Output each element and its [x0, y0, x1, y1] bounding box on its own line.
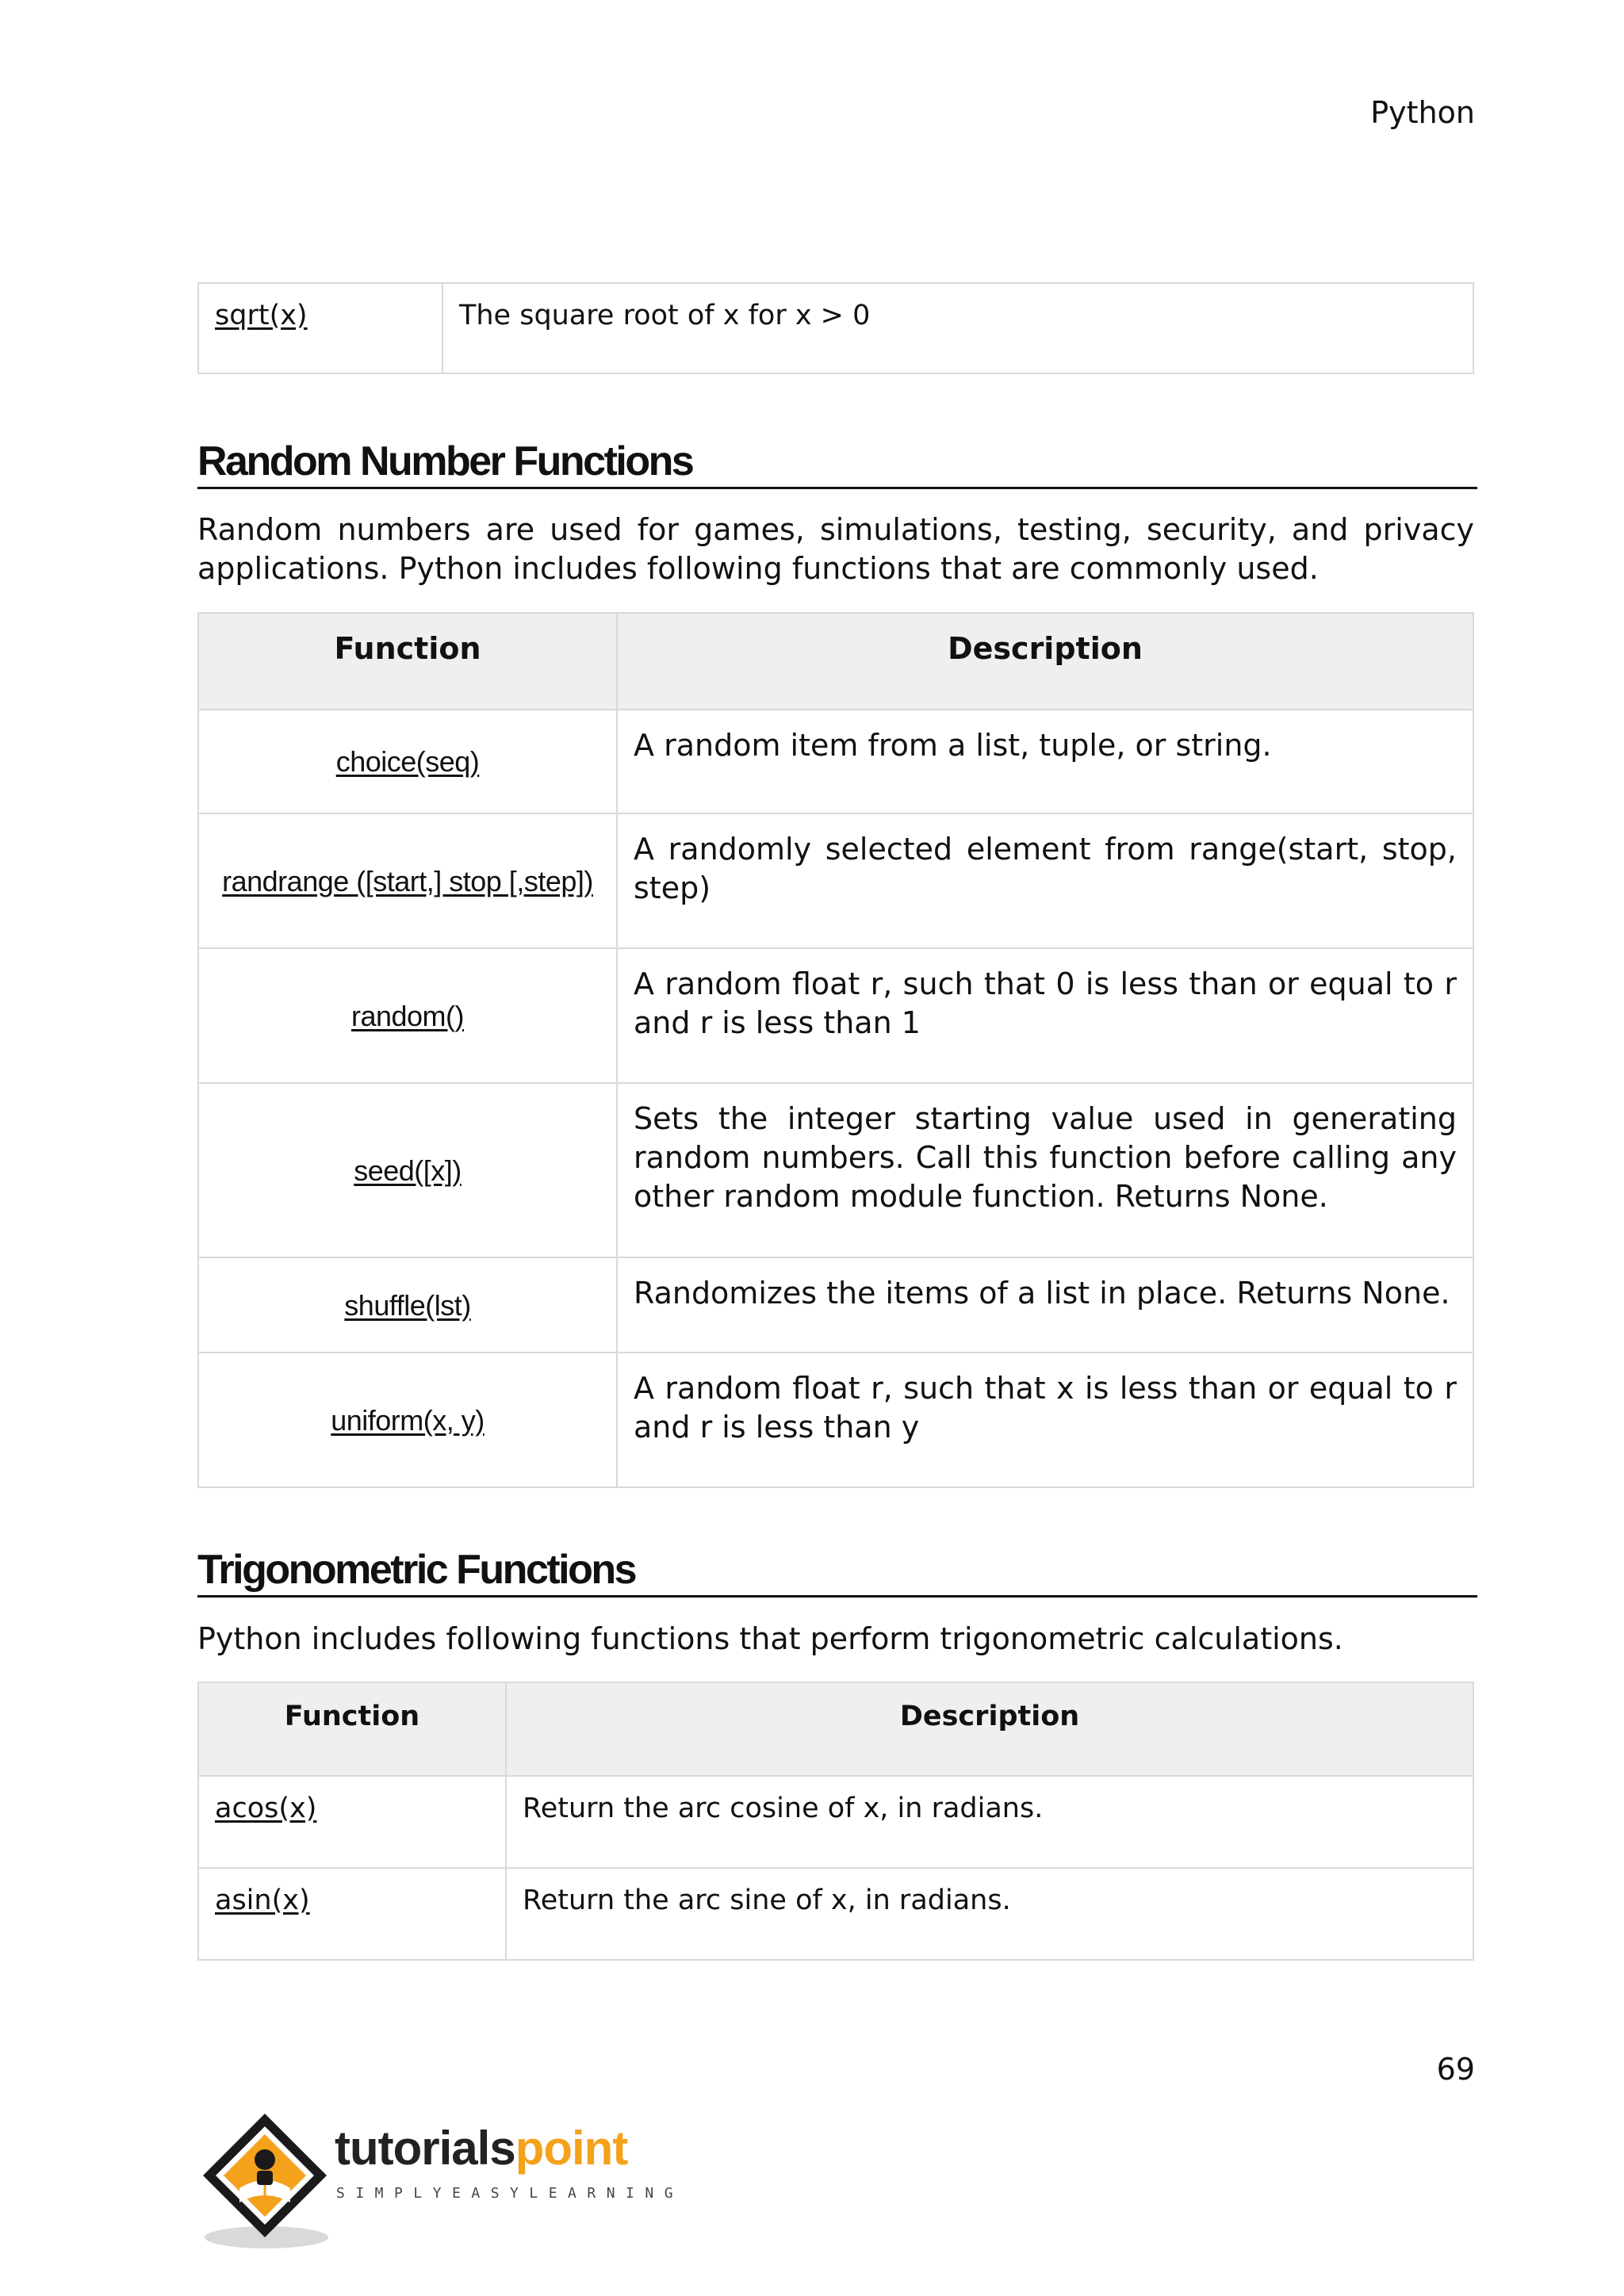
table-row: [198, 1257, 1473, 1353]
logo-diamond-icon: [195, 2110, 330, 2253]
function-link[interactable]: shuffle(lst): [344, 1288, 471, 1322]
function-cell: [198, 283, 442, 373]
description-cell: Return the arc sine of x, in radians.: [506, 1868, 1473, 1960]
logo-wordmark: [335, 2122, 628, 2175]
function-cell: [198, 1083, 617, 1257]
random-functions-table: [197, 612, 1474, 1488]
table-row: [198, 283, 1473, 373]
table-row: [198, 1776, 1473, 1868]
page-number: 69: [1436, 2052, 1475, 2087]
column-header-description: Description: [617, 613, 1473, 710]
logo-wordmark-part2: point: [515, 2122, 628, 2175]
function-link[interactable]: seed([x]): [354, 1154, 462, 1187]
sqrt-table: [197, 282, 1474, 374]
table-row: [198, 1083, 1473, 1257]
function-cell: [198, 710, 617, 813]
function-link[interactable]: acos(x): [215, 1793, 317, 1824]
function-link[interactable]: sqrt(x): [215, 300, 308, 331]
tutorialspoint-logo: [195, 2110, 687, 2253]
column-header-function: Function: [198, 613, 617, 710]
function-link[interactable]: asin(x): [215, 1885, 310, 1916]
description-cell: A random float r, such that 0 is less than or equal to r and r is less than 1: [617, 948, 1473, 1083]
table-row: [198, 1868, 1473, 1960]
function-cell: [198, 1257, 617, 1353]
column-header-description: Description: [506, 1682, 1473, 1776]
trig-functions-table: [197, 1682, 1474, 1961]
description-cell: A random item from a list, tuple, or string.: [617, 710, 1473, 813]
running-header: Python: [1370, 95, 1475, 130]
trig-functions-heading: Trigonometric Functions: [197, 1548, 1477, 1598]
column-header-function: Function: [198, 1682, 506, 1776]
logo-wordmark-part1: tutorials: [335, 2122, 515, 2175]
function-cell: [198, 948, 617, 1083]
function-cell: [198, 1776, 506, 1868]
function-cell: [198, 1868, 506, 1960]
trig-intro-paragraph: Python includes following functions that perform trigonometric calculations.: [197, 1621, 1343, 1656]
function-link[interactable]: random(): [350, 999, 465, 1032]
description-cell: A randomly selected element from range(start, stop, step): [617, 813, 1473, 948]
description-cell: The square root of x for x > 0: [442, 283, 1473, 373]
function-link[interactable]: choice(seq): [335, 745, 480, 778]
logo-tagline: SIMPLYEASYLEARNING: [336, 2185, 684, 2202]
description-cell: Return the arc cosine of x, in radians.: [506, 1776, 1473, 1868]
table-header-row: [198, 613, 1473, 710]
table-row: [198, 813, 1473, 948]
random-functions-heading: Random Number Functions: [197, 440, 1477, 489]
description-cell: Sets the integer starting value used in generating random numbers. Call this function before calling any other random module function. Returns None.: [617, 1083, 1473, 1257]
random-intro-paragraph: Random numbers are used for games, simulations, testing, security, and privacy applications. Python includes following functions that are commonly used.: [197, 512, 1474, 586]
function-link[interactable]: uniform(x, y): [331, 1403, 485, 1437]
description-cell: Randomizes the items of a list in place. Returns None.: [617, 1257, 1473, 1353]
table-header-row: [198, 1682, 1473, 1776]
function-link[interactable]: randrange ([start,] stop [,step]): [222, 864, 593, 897]
table-row: [198, 710, 1473, 813]
description-cell: A random float r, such that x is less than or equal to r and r is less than y: [617, 1353, 1473, 1487]
table-row: [198, 948, 1473, 1083]
table-row: [198, 1353, 1473, 1487]
function-cell: [198, 813, 617, 948]
function-cell: [198, 1353, 617, 1487]
